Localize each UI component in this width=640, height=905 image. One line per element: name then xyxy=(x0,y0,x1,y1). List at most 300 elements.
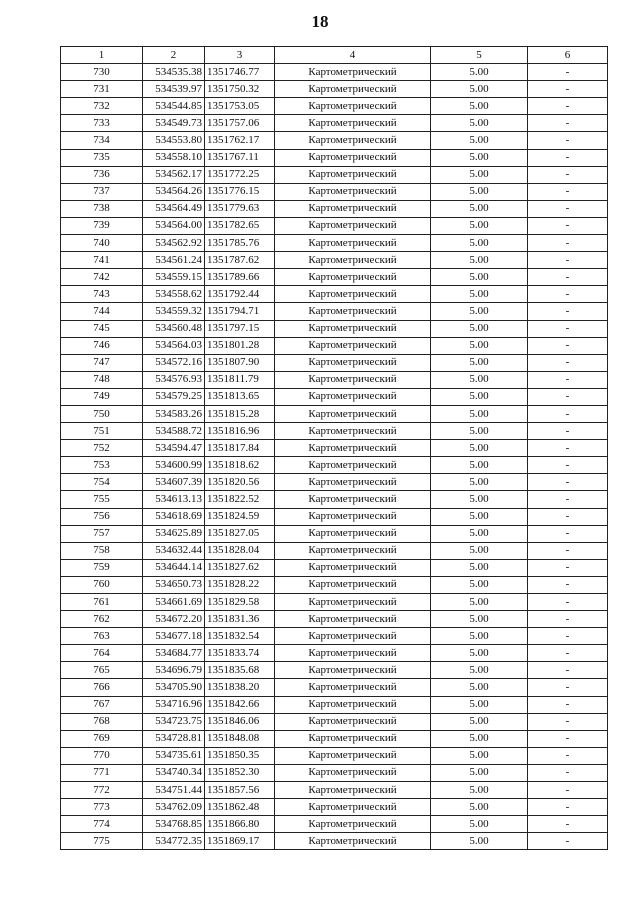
accuracy-cell: 5.00 xyxy=(431,217,528,234)
y-coordinate-cell: 1351838.20 xyxy=(205,679,275,696)
column-header-2: 2 xyxy=(143,47,205,64)
point-number-cell: 762 xyxy=(61,611,143,628)
accuracy-cell: 5.00 xyxy=(431,611,528,628)
accuracy-cell: 5.00 xyxy=(431,286,528,303)
note-cell: - xyxy=(528,542,608,559)
accuracy-cell: 5.00 xyxy=(431,235,528,252)
note-cell: - xyxy=(528,252,608,269)
point-number-cell: 763 xyxy=(61,628,143,645)
table-row xyxy=(61,286,608,303)
point-number-cell: 756 xyxy=(61,508,143,525)
note-cell: - xyxy=(528,269,608,286)
method-cell: Картометрический xyxy=(275,115,431,132)
y-coordinate-cell: 1351827.05 xyxy=(205,525,275,542)
method-cell: Картометрический xyxy=(275,388,431,405)
x-coordinate-cell: 534562.17 xyxy=(143,166,205,183)
method-cell: Картометрический xyxy=(275,183,431,200)
y-coordinate-cell: 1351869.17 xyxy=(205,833,275,850)
note-cell: - xyxy=(528,354,608,371)
point-number-cell: 754 xyxy=(61,474,143,491)
x-coordinate-cell: 534560.48 xyxy=(143,320,205,337)
note-cell: - xyxy=(528,457,608,474)
method-cell: Картометрический xyxy=(275,217,431,234)
accuracy-cell: 5.00 xyxy=(431,81,528,98)
method-cell: Картометрический xyxy=(275,269,431,286)
table-row xyxy=(61,337,608,354)
accuracy-cell: 5.00 xyxy=(431,98,528,115)
point-number-cell: 737 xyxy=(61,183,143,200)
column-header-3: 3 xyxy=(205,47,275,64)
y-coordinate-cell: 1351827.62 xyxy=(205,559,275,576)
accuracy-cell: 5.00 xyxy=(431,405,528,422)
table-row xyxy=(61,594,608,611)
y-coordinate-cell: 1351750.32 xyxy=(205,81,275,98)
note-cell: - xyxy=(528,594,608,611)
y-coordinate-cell: 1351852.30 xyxy=(205,764,275,781)
y-coordinate-cell: 1351782.65 xyxy=(205,217,275,234)
accuracy-cell: 5.00 xyxy=(431,388,528,405)
accuracy-cell: 5.00 xyxy=(431,576,528,593)
y-coordinate-cell: 1351850.35 xyxy=(205,747,275,764)
table-row xyxy=(61,183,608,200)
y-coordinate-cell: 1351785.76 xyxy=(205,235,275,252)
point-number-cell: 773 xyxy=(61,799,143,816)
accuracy-cell: 5.00 xyxy=(431,132,528,149)
y-coordinate-cell: 1351866.80 xyxy=(205,816,275,833)
point-number-cell: 746 xyxy=(61,337,143,354)
method-cell: Картометрический xyxy=(275,576,431,593)
point-number-cell: 771 xyxy=(61,764,143,781)
point-number-cell: 760 xyxy=(61,576,143,593)
x-coordinate-cell: 534661.69 xyxy=(143,594,205,611)
y-coordinate-cell: 1351792.44 xyxy=(205,286,275,303)
table-row xyxy=(61,696,608,713)
table-row xyxy=(61,782,608,799)
y-coordinate-cell: 1351779.63 xyxy=(205,200,275,217)
note-cell: - xyxy=(528,98,608,115)
x-coordinate-cell: 534572.16 xyxy=(143,354,205,371)
accuracy-cell: 5.00 xyxy=(431,269,528,286)
accuracy-cell: 5.00 xyxy=(431,423,528,440)
x-coordinate-cell: 534549.73 xyxy=(143,115,205,132)
table-row xyxy=(61,388,608,405)
note-cell: - xyxy=(528,337,608,354)
method-cell: Картометрический xyxy=(275,628,431,645)
x-coordinate-cell: 534588.72 xyxy=(143,423,205,440)
method-cell: Картометрический xyxy=(275,440,431,457)
y-coordinate-cell: 1351807.90 xyxy=(205,354,275,371)
accuracy-cell: 5.00 xyxy=(431,354,528,371)
method-cell: Картометрический xyxy=(275,730,431,747)
point-number-cell: 749 xyxy=(61,388,143,405)
accuracy-cell: 5.00 xyxy=(431,782,528,799)
accuracy-cell: 5.00 xyxy=(431,508,528,525)
table-row xyxy=(61,576,608,593)
x-coordinate-cell: 534594.47 xyxy=(143,440,205,457)
method-cell: Картометрический xyxy=(275,423,431,440)
y-coordinate-cell: 1351757.06 xyxy=(205,115,275,132)
x-coordinate-cell: 534600.99 xyxy=(143,457,205,474)
note-cell: - xyxy=(528,764,608,781)
column-header-1: 1 xyxy=(61,47,143,64)
accuracy-cell: 5.00 xyxy=(431,696,528,713)
note-cell: - xyxy=(528,474,608,491)
table-row xyxy=(61,474,608,491)
y-coordinate-cell: 1351801.28 xyxy=(205,337,275,354)
y-coordinate-cell: 1351811.79 xyxy=(205,371,275,388)
note-cell: - xyxy=(528,235,608,252)
method-cell: Картометрический xyxy=(275,696,431,713)
y-coordinate-cell: 1351822.52 xyxy=(205,491,275,508)
accuracy-cell: 5.00 xyxy=(431,115,528,132)
accuracy-cell: 5.00 xyxy=(431,252,528,269)
accuracy-cell: 5.00 xyxy=(431,628,528,645)
x-coordinate-cell: 534632.44 xyxy=(143,542,205,559)
y-coordinate-cell: 1351833.74 xyxy=(205,645,275,662)
note-cell: - xyxy=(528,491,608,508)
x-coordinate-cell: 534559.32 xyxy=(143,303,205,320)
x-coordinate-cell: 534684.77 xyxy=(143,645,205,662)
accuracy-cell: 5.00 xyxy=(431,166,528,183)
table-row xyxy=(61,833,608,850)
y-coordinate-cell: 1351820.56 xyxy=(205,474,275,491)
method-cell: Картометрический xyxy=(275,542,431,559)
method-cell: Картометрический xyxy=(275,303,431,320)
x-coordinate-cell: 534562.92 xyxy=(143,235,205,252)
y-coordinate-cell: 1351831.36 xyxy=(205,611,275,628)
method-cell: Картометрический xyxy=(275,559,431,576)
y-coordinate-cell: 1351787.62 xyxy=(205,252,275,269)
point-number-cell: 764 xyxy=(61,645,143,662)
point-number-cell: 768 xyxy=(61,713,143,730)
accuracy-cell: 5.00 xyxy=(431,559,528,576)
y-coordinate-cell: 1351746.77 xyxy=(205,64,275,81)
note-cell: - xyxy=(528,423,608,440)
point-number-cell: 759 xyxy=(61,559,143,576)
x-coordinate-cell: 534539.97 xyxy=(143,81,205,98)
point-number-cell: 731 xyxy=(61,81,143,98)
x-coordinate-cell: 534613.13 xyxy=(143,491,205,508)
x-coordinate-cell: 534576.93 xyxy=(143,371,205,388)
y-coordinate-cell: 1351772.25 xyxy=(205,166,275,183)
table-row xyxy=(61,166,608,183)
table-row xyxy=(61,645,608,662)
point-number-cell: 732 xyxy=(61,98,143,115)
point-number-cell: 757 xyxy=(61,525,143,542)
table-row xyxy=(61,98,608,115)
table-row xyxy=(61,542,608,559)
method-cell: Картометрический xyxy=(275,354,431,371)
note-cell: - xyxy=(528,645,608,662)
y-coordinate-cell: 1351815.28 xyxy=(205,405,275,422)
point-number-cell: 767 xyxy=(61,696,143,713)
accuracy-cell: 5.00 xyxy=(431,679,528,696)
point-number-cell: 772 xyxy=(61,782,143,799)
accuracy-cell: 5.00 xyxy=(431,371,528,388)
point-number-cell: 738 xyxy=(61,200,143,217)
accuracy-cell: 5.00 xyxy=(431,730,528,747)
point-number-cell: 735 xyxy=(61,149,143,166)
x-coordinate-cell: 534672.20 xyxy=(143,611,205,628)
table-row xyxy=(61,252,608,269)
x-coordinate-cell: 534535.38 xyxy=(143,64,205,81)
x-coordinate-cell: 534559.15 xyxy=(143,269,205,286)
note-cell: - xyxy=(528,149,608,166)
column-header-5: 5 xyxy=(431,47,528,64)
y-coordinate-cell: 1351832.54 xyxy=(205,628,275,645)
accuracy-cell: 5.00 xyxy=(431,337,528,354)
x-coordinate-cell: 534762.09 xyxy=(143,799,205,816)
accuracy-cell: 5.00 xyxy=(431,594,528,611)
accuracy-cell: 5.00 xyxy=(431,149,528,166)
y-coordinate-cell: 1351762.17 xyxy=(205,132,275,149)
point-number-cell: 743 xyxy=(61,286,143,303)
x-coordinate-cell: 534544.85 xyxy=(143,98,205,115)
point-number-cell: 766 xyxy=(61,679,143,696)
note-cell: - xyxy=(528,303,608,320)
table-row xyxy=(61,115,608,132)
point-number-cell: 742 xyxy=(61,269,143,286)
accuracy-cell: 5.00 xyxy=(431,525,528,542)
accuracy-cell: 5.00 xyxy=(431,64,528,81)
y-coordinate-cell: 1351767.11 xyxy=(205,149,275,166)
accuracy-cell: 5.00 xyxy=(431,662,528,679)
method-cell: Картометрический xyxy=(275,286,431,303)
x-coordinate-cell: 534579.25 xyxy=(143,388,205,405)
note-cell: - xyxy=(528,816,608,833)
note-cell: - xyxy=(528,782,608,799)
note-cell: - xyxy=(528,747,608,764)
table-row xyxy=(61,149,608,166)
note-cell: - xyxy=(528,440,608,457)
x-coordinate-cell: 534558.62 xyxy=(143,286,205,303)
coordinates-table xyxy=(60,46,608,850)
note-cell: - xyxy=(528,696,608,713)
method-cell: Картометрический xyxy=(275,662,431,679)
point-number-cell: 770 xyxy=(61,747,143,764)
y-coordinate-cell: 1351753.05 xyxy=(205,98,275,115)
table-row xyxy=(61,525,608,542)
x-coordinate-cell: 534553.80 xyxy=(143,132,205,149)
x-coordinate-cell: 534650.73 xyxy=(143,576,205,593)
y-coordinate-cell: 1351846.06 xyxy=(205,713,275,730)
note-cell: - xyxy=(528,81,608,98)
note-cell: - xyxy=(528,679,608,696)
table-row xyxy=(61,747,608,764)
table-row xyxy=(61,423,608,440)
accuracy-cell: 5.00 xyxy=(431,764,528,781)
y-coordinate-cell: 1351857.56 xyxy=(205,782,275,799)
point-number-cell: 775 xyxy=(61,833,143,850)
accuracy-cell: 5.00 xyxy=(431,200,528,217)
note-cell: - xyxy=(528,833,608,850)
method-cell: Картометрический xyxy=(275,491,431,508)
note-cell: - xyxy=(528,371,608,388)
note-cell: - xyxy=(528,320,608,337)
method-cell: Картометрический xyxy=(275,64,431,81)
method-cell: Картометрический xyxy=(275,405,431,422)
table-body xyxy=(61,64,608,850)
note-cell: - xyxy=(528,115,608,132)
note-cell: - xyxy=(528,508,608,525)
accuracy-cell: 5.00 xyxy=(431,799,528,816)
method-cell: Картометрический xyxy=(275,371,431,388)
x-coordinate-cell: 534564.00 xyxy=(143,217,205,234)
method-cell: Картометрический xyxy=(275,200,431,217)
note-cell: - xyxy=(528,286,608,303)
method-cell: Картометрический xyxy=(275,816,431,833)
note-cell: - xyxy=(528,611,608,628)
table-row xyxy=(61,559,608,576)
method-cell: Картометрический xyxy=(275,457,431,474)
point-number-cell: 748 xyxy=(61,371,143,388)
point-number-cell: 758 xyxy=(61,542,143,559)
point-number-cell: 734 xyxy=(61,132,143,149)
x-coordinate-cell: 534644.14 xyxy=(143,559,205,576)
method-cell: Картометрический xyxy=(275,149,431,166)
table-row xyxy=(61,235,608,252)
table-row xyxy=(61,354,608,371)
table-row xyxy=(61,730,608,747)
method-cell: Картометрический xyxy=(275,508,431,525)
method-cell: Картометрический xyxy=(275,747,431,764)
table-row xyxy=(61,662,608,679)
note-cell: - xyxy=(528,713,608,730)
note-cell: - xyxy=(528,525,608,542)
x-coordinate-cell: 534723.75 xyxy=(143,713,205,730)
method-cell: Картометрический xyxy=(275,799,431,816)
method-cell: Картометрический xyxy=(275,235,431,252)
point-number-cell: 769 xyxy=(61,730,143,747)
accuracy-cell: 5.00 xyxy=(431,457,528,474)
method-cell: Картометрический xyxy=(275,645,431,662)
note-cell: - xyxy=(528,799,608,816)
method-cell: Картометрический xyxy=(275,337,431,354)
accuracy-cell: 5.00 xyxy=(431,440,528,457)
page-number: 18 xyxy=(311,12,329,31)
note-cell: - xyxy=(528,166,608,183)
x-coordinate-cell: 534564.26 xyxy=(143,183,205,200)
method-cell: Картометрический xyxy=(275,252,431,269)
column-header-4: 4 xyxy=(275,47,431,64)
method-cell: Картометрический xyxy=(275,81,431,98)
y-coordinate-cell: 1351848.08 xyxy=(205,730,275,747)
y-coordinate-cell: 1351816.96 xyxy=(205,423,275,440)
table-row xyxy=(61,816,608,833)
table-row xyxy=(61,217,608,234)
y-coordinate-cell: 1351818.62 xyxy=(205,457,275,474)
note-cell: - xyxy=(528,132,608,149)
method-cell: Картометрический xyxy=(275,764,431,781)
accuracy-cell: 5.00 xyxy=(431,303,528,320)
x-coordinate-cell: 534607.39 xyxy=(143,474,205,491)
x-coordinate-cell: 534583.26 xyxy=(143,405,205,422)
table-header-row xyxy=(61,47,608,64)
table-row xyxy=(61,764,608,781)
point-number-cell: 736 xyxy=(61,166,143,183)
accuracy-cell: 5.00 xyxy=(431,645,528,662)
point-number-cell: 755 xyxy=(61,491,143,508)
x-coordinate-cell: 534561.24 xyxy=(143,252,205,269)
method-cell: Картометрический xyxy=(275,132,431,149)
method-cell: Картометрический xyxy=(275,474,431,491)
point-number-cell: 739 xyxy=(61,217,143,234)
table-row xyxy=(61,405,608,422)
point-number-cell: 751 xyxy=(61,423,143,440)
table-row xyxy=(61,508,608,525)
x-coordinate-cell: 534558.10 xyxy=(143,149,205,166)
table-row xyxy=(61,371,608,388)
note-cell: - xyxy=(528,405,608,422)
y-coordinate-cell: 1351842.66 xyxy=(205,696,275,713)
y-coordinate-cell: 1351813.65 xyxy=(205,388,275,405)
note-cell: - xyxy=(528,217,608,234)
accuracy-cell: 5.00 xyxy=(431,747,528,764)
point-number-cell: 733 xyxy=(61,115,143,132)
y-coordinate-cell: 1351789.66 xyxy=(205,269,275,286)
note-cell: - xyxy=(528,662,608,679)
x-coordinate-cell: 534705.90 xyxy=(143,679,205,696)
table-row xyxy=(61,713,608,730)
table-row xyxy=(61,81,608,98)
y-coordinate-cell: 1351828.04 xyxy=(205,542,275,559)
y-coordinate-cell: 1351835.68 xyxy=(205,662,275,679)
y-coordinate-cell: 1351817.84 xyxy=(205,440,275,457)
note-cell: - xyxy=(528,200,608,217)
point-number-cell: 745 xyxy=(61,320,143,337)
x-coordinate-cell: 534696.79 xyxy=(143,662,205,679)
table-row xyxy=(61,320,608,337)
method-cell: Картометрический xyxy=(275,713,431,730)
accuracy-cell: 5.00 xyxy=(431,474,528,491)
point-number-cell: 740 xyxy=(61,235,143,252)
method-cell: Картометрический xyxy=(275,679,431,696)
x-coordinate-cell: 534625.89 xyxy=(143,525,205,542)
point-number-cell: 752 xyxy=(61,440,143,457)
method-cell: Картометрический xyxy=(275,320,431,337)
y-coordinate-cell: 1351824.59 xyxy=(205,508,275,525)
accuracy-cell: 5.00 xyxy=(431,183,528,200)
x-coordinate-cell: 534564.49 xyxy=(143,200,205,217)
x-coordinate-cell: 534677.18 xyxy=(143,628,205,645)
x-coordinate-cell: 534735.61 xyxy=(143,747,205,764)
accuracy-cell: 5.00 xyxy=(431,320,528,337)
table-row xyxy=(61,200,608,217)
method-cell: Картометрический xyxy=(275,525,431,542)
accuracy-cell: 5.00 xyxy=(431,542,528,559)
y-coordinate-cell: 1351828.22 xyxy=(205,576,275,593)
x-coordinate-cell: 534772.35 xyxy=(143,833,205,850)
point-number-cell: 741 xyxy=(61,252,143,269)
y-coordinate-cell: 1351776.15 xyxy=(205,183,275,200)
point-number-cell: 761 xyxy=(61,594,143,611)
note-cell: - xyxy=(528,730,608,747)
table-row xyxy=(61,611,608,628)
point-number-cell: 774 xyxy=(61,816,143,833)
note-cell: - xyxy=(528,183,608,200)
accuracy-cell: 5.00 xyxy=(431,713,528,730)
note-cell: - xyxy=(528,576,608,593)
accuracy-cell: 5.00 xyxy=(431,833,528,850)
accuracy-cell: 5.00 xyxy=(431,491,528,508)
point-number-cell: 747 xyxy=(61,354,143,371)
y-coordinate-cell: 1351797.15 xyxy=(205,320,275,337)
table-row xyxy=(61,799,608,816)
note-cell: - xyxy=(528,628,608,645)
table-row xyxy=(61,132,608,149)
x-coordinate-cell: 534716.96 xyxy=(143,696,205,713)
point-number-cell: 753 xyxy=(61,457,143,474)
